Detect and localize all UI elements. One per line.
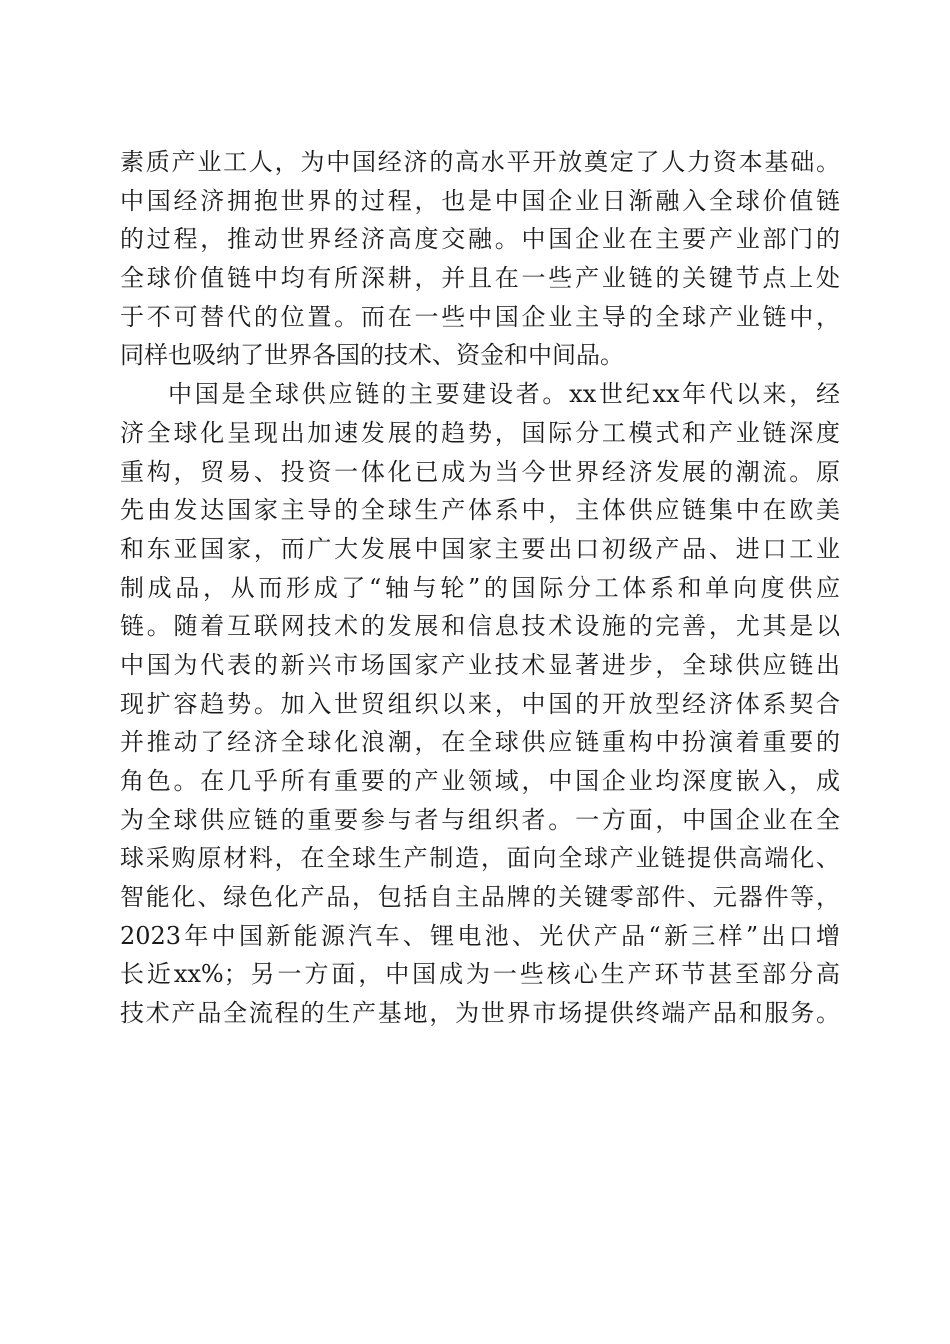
text-line: 全球价值链中均有所深耕，并且在一些产业链的关键节点上处	[120, 264, 840, 293]
text-line: 同样也吸纳了世界各国的技术、资金和中间品。	[120, 341, 624, 370]
text-line: 于不可替代的位置。而在一些中国企业主导的全球产业链中，	[120, 302, 840, 331]
text-line: 和东亚国家，而广大发展中国家主要出口初级产品、进口工业	[120, 534, 840, 563]
text-line: 中国是全球供应链的主要建设者。xx世纪xx年代以来，经	[168, 380, 840, 409]
text-line: 现扩容趋势。加入世贸组织以来，中国的开放型经济体系契合	[120, 689, 840, 718]
text-line: 链。随着互联网技术的发展和信息技术设施的完善，尤其是以	[120, 612, 840, 641]
body-text	[120, 143, 840, 1033]
text-line: 技术产品全流程的生产基地，为世界市场提供终端产品和服务。	[120, 999, 840, 1028]
text-line: 重构，贸易、投资一体化已成为当今世界经济发展的潮流。原	[120, 457, 840, 486]
text-line: 为全球供应链的重要参与者与组织者。一方面，中国企业在全	[120, 805, 840, 834]
text-line: 素质产业工人，为中国经济的高水平开放奠定了人力资本基础。	[120, 148, 840, 176]
text-line: 制成品，从而形成了“轴与轮”的国际分工体系和单向度供应	[120, 573, 840, 602]
text-line: 的过程，推动世界经济高度交融。中国企业在主要产业部门的	[120, 225, 840, 254]
text-line: 长近xx%；另一方面，中国成为一些核心生产环节甚至部分高	[120, 960, 840, 989]
text-line: 中国为代表的新兴市场国家产业技术显著进步，全球供应链出	[120, 650, 840, 679]
text-line: 并推动了经济全球化浪潮，在全球供应链重构中扮演着重要的	[120, 728, 840, 757]
text-line: 中国经济拥抱世界的过程，也是中国企业日渐融入全球价值链	[120, 186, 840, 215]
text-line: 2023年中国新能源汽车、锂电池、光伏产品“新三样”出口增	[120, 921, 840, 950]
text-line: 济全球化呈现出加速发展的趋势，国际分工模式和产业链深度	[120, 418, 840, 447]
text-line: 智能化、绿色化产品，包括自主品牌的关键零部件、元器件等，	[120, 883, 840, 912]
text-line: 球采购原材料，在全球生产制造，面向全球产业链提供高端化、	[120, 844, 840, 873]
text-line: 角色。在几乎所有重要的产业领域，中国企业均深度嵌入，成	[120, 767, 840, 795]
text-line: 先由发达国家主导的全球生产体系中，主体供应链集中在欧美	[120, 496, 840, 525]
